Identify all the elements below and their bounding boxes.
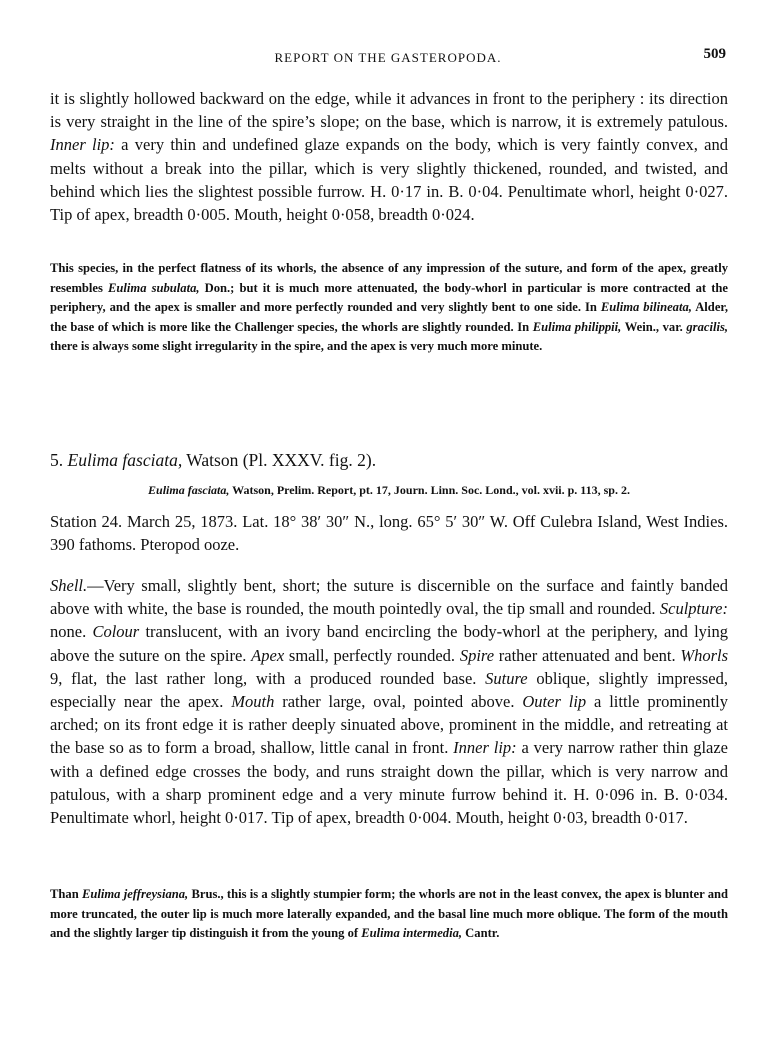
text-run: a little prominently arched; on its front edge it is rather deeply sinuated above, prominent in the middle, and retreating at the base so as to form a broad, shallow, little canal in front. <box>50 692 728 758</box>
text-run: none. <box>50 622 93 642</box>
text-run: it is slightly hollowed backward on the edge, while it advances in front to the periphery : its direction is very straight in the line of the spire’s slope; on the base, which is narrow, it is extremely patulous. <box>50 89 728 132</box>
species-name: Eulima fasciata, <box>148 483 230 497</box>
term-apex: Apex <box>251 645 285 665</box>
remark-paragraph-1 <box>50 259 728 357</box>
species-name: Eulima subulata, <box>108 280 200 295</box>
text-run: Wein., var. <box>621 319 687 334</box>
term-inner-lip: Inner lip: <box>50 135 115 155</box>
species-name: Eulima intermedia, <box>361 926 463 941</box>
text-run: —Very small, slightly bent, short; the suture is discernible on the surface and faintly banded above with white, the base is rounded, the mouth pointedly oval, the tip small and rounded. <box>50 576 728 619</box>
term-spire: Spire <box>459 645 495 665</box>
text-run: Than <box>50 887 82 901</box>
text-run: a very thin and undefined glaze expands on the body, which is very faintly convex, and melts without a break into the pillar, which is very slightly thickened, rounded, and twisted, and behind which lies the slightest possible furrow. H. 0·17 in. B. 0·04. Penultimate whorl, height 0·027. Tip of apex, breadth 0·005. Mouth, height 0·058, breadth 0·024. <box>50 135 729 225</box>
text-run: small, perfectly rounded. <box>284 645 460 665</box>
text-run: translucent, with an ivory band encircling the body-whorl at the periphery, and lying above the suture on the spire. <box>50 622 728 665</box>
term-outer-lip: Outer lip <box>522 692 587 712</box>
remark-paragraph-2 <box>50 885 728 944</box>
remark-text <box>50 259 728 357</box>
text-run: rather large, oval, pointed above. <box>274 692 523 712</box>
continued-paragraph <box>50 87 728 226</box>
reference-citation: Watson, Prelim. Report, pt. 17, Journ. Linn. Soc. Lond., vol. xvii. p. 113, sp. 2. <box>229 483 630 497</box>
continued-description <box>50 87 728 226</box>
running-head: REPORT ON THE GASTEROPODA. <box>274 50 502 65</box>
variety-name: gracilis, <box>686 319 729 334</box>
station-info <box>50 510 728 556</box>
station-text: Station 24. March 25, 1873. Lat. 18° 38′ 30″ N., long. 65° 5′ 30″ W. Off Culebra Island, West Indies. 390 fathoms. Pteropod ooze. <box>50 512 728 555</box>
species-name: Eulima jeffreysiana, <box>81 887 189 901</box>
species-heading <box>50 448 728 472</box>
term-inner-lip: Inner lip: <box>453 738 517 758</box>
species-name: Eulima bilineata, <box>600 300 692 315</box>
reference-text <box>50 481 728 499</box>
page-header <box>0 46 776 66</box>
text-run: Brus., this is a slightly stumpier form; the whorls are not in the least convex, the apex is blunter and more truncated, the outer lip is much more laterally expanded, and the basal line much more oblique. The form of the mouth and the slightly larger tip distinguish it from the young of <box>50 887 729 941</box>
term-whorls: Whorls <box>680 645 729 665</box>
term-sculpture: Sculpture: <box>659 599 728 619</box>
species-title <box>50 448 728 472</box>
term-suture: Suture <box>485 668 528 688</box>
species-name: Eulima fasciata, <box>67 450 183 470</box>
term-colour: Colour <box>92 622 140 642</box>
species-number: 5. <box>50 450 68 470</box>
term-shell: Shell. <box>50 576 88 595</box>
text-run: a very narrow rather thin glaze with a defined edge crosses the body, and runs straight down the pillar, which is very narrow and patulous, with a sharp prominent edge and a very minute furrow behind it. H. 0·096 in. B. 0·034. Penultimate whorl, height 0·017. Tip of apex, breadth 0·004. Mouth, height 0·03, breadth 0·017. <box>50 738 729 828</box>
species-author: Watson (Pl. XXXV. fig. 2). <box>182 450 377 470</box>
species-reference <box>50 481 728 499</box>
text-run: This species, in the perfect flatness of its whorls, the absence of any impression of the suture, and form of the apex, greatly resembles <box>50 261 728 295</box>
species-name: Eulima philippii, <box>532 319 622 334</box>
text-run: rather attenuated and bent. <box>494 645 681 665</box>
shell-description <box>50 574 728 829</box>
page-number: 509 <box>703 46 726 62</box>
text-run: there is always some slight irregularity in the spire, and the apex is very much more minute. <box>50 339 543 354</box>
remark-text <box>50 885 728 944</box>
description-text <box>50 574 728 829</box>
text-run: Cantr. <box>462 926 500 941</box>
text-run: oblique, slightly impressed, especially near the apex. <box>50 668 728 712</box>
text-run: 9, flat, the last rather long, with a produced rounded base. <box>50 668 486 688</box>
text-run: Alder, the base of which is more like the Challenger species, the whorls are slightly rounded. In <box>50 300 728 334</box>
term-mouth: Mouth <box>231 692 275 712</box>
text-run: Don.; but it is much more attenuated, the body-whorl in particular is more contracted at the periphery, and the apex is smaller and more perfectly rounded and very slightly bent to one side. In <box>50 280 728 315</box>
